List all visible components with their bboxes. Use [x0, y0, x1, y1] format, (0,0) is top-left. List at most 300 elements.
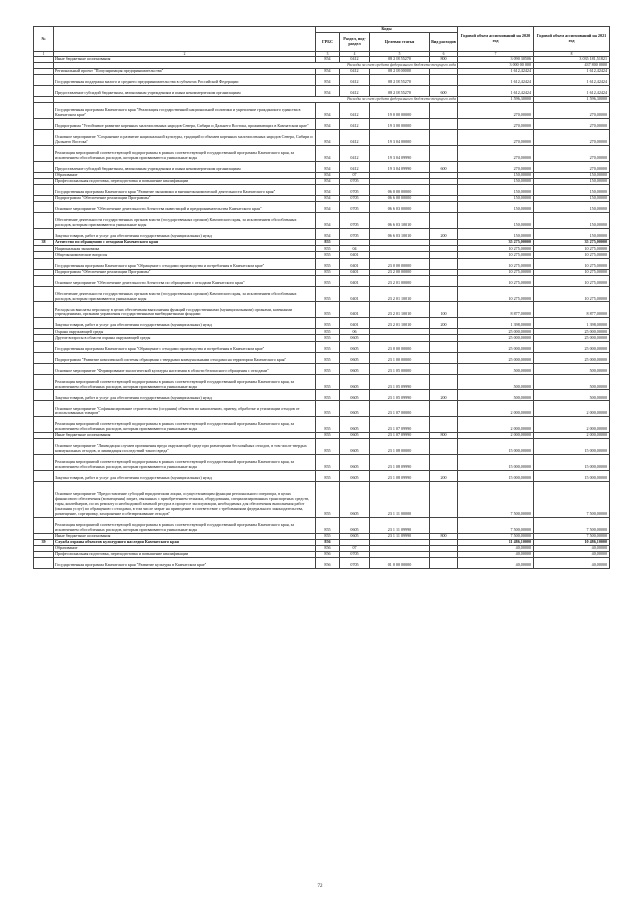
cell-num [34, 471, 54, 482]
cell-name: Агентство по обращению с отходами Камчатского края [54, 240, 316, 246]
cell-sum-2021: 15 000,00000 [534, 455, 610, 471]
cell-csr: 08 2 I8 00000 [370, 69, 430, 75]
cell-csr: 23 2 01 10010 [370, 286, 430, 302]
cell-sum-2020: 500,00000 [458, 363, 534, 374]
cell-sum-2021: 1 612,42424 [534, 86, 610, 97]
cell-grbs: 855 [316, 390, 340, 401]
cell-name: Иные бюджетные ассигнования [54, 433, 316, 439]
cell-csr: 23 0 00 00000 [370, 258, 430, 269]
cell-csr: 23 1 11 09990 [370, 533, 430, 539]
cell-grbs: 854 [316, 213, 340, 229]
cell-name: Реализация мероприятий соответствующей подпрограммы в рамках соответствующей государственной программы Камчатского края, за исключением обособленных расходов, которым присваиваются уникальные коды [54, 417, 316, 433]
cell-grbs: 854 [316, 202, 340, 213]
cell-sum-2020: 270,00000 [458, 130, 534, 146]
cell-sum-2020: 270,00000 [458, 103, 534, 119]
cell-sum-2020: 1 612,42424 [458, 75, 534, 86]
header-razdel: Раздел, под-раздел [340, 33, 370, 52]
cell-razdel: 0605 [340, 335, 370, 341]
cell-name: Предоставление субсидий бюджетным, автономным учреждениям и иным некоммерческим организациям [54, 86, 316, 97]
cell-csr: 23 1 05 09990 [370, 390, 430, 401]
cell-num [34, 162, 54, 173]
cell-razdel: 0605 [340, 352, 370, 363]
cell-grbs: 854 [316, 57, 340, 63]
cell-num: 39 [34, 539, 54, 545]
table-row [34, 229, 610, 240]
cell-csr: 06 6 00 00000 [370, 196, 430, 202]
cell-grbs: 854 [316, 75, 340, 86]
colnum: 3 [316, 52, 340, 57]
cell-grbs: 855 [316, 269, 340, 275]
cell-csr: 23 1 07 00000 [370, 401, 430, 417]
cell-name: Образование [54, 545, 316, 551]
document-page [33, 26, 609, 569]
cell-sum-2021: 150,00000 [534, 179, 610, 185]
cell-num [34, 455, 54, 471]
cell-razdel: 0401 [340, 275, 370, 286]
table-row [34, 130, 610, 146]
cell-sum-2020: 25 000,00000 [458, 329, 534, 335]
cell-num [34, 202, 54, 213]
cell-num [34, 363, 54, 374]
cell-razdel: 0705 [340, 202, 370, 213]
cell-csr: 23 2 00 00000 [370, 269, 430, 275]
cell-sum-2020: 270,00000 [458, 162, 534, 173]
table-row [34, 302, 610, 318]
cell-sum-2020: 8 877,00000 [458, 302, 534, 318]
cell-sum-2021: 10 275,00000 [534, 258, 610, 269]
cell-vr [430, 455, 458, 471]
cell-grbs: 855 [316, 363, 340, 374]
cell-razdel: 0412 [340, 75, 370, 86]
cell-name: Подпрограмма "Обеспечение реализации Программы" [54, 269, 316, 275]
cell-razdel: 0605 [340, 533, 370, 539]
cell-razdel: 0605 [340, 471, 370, 482]
table-row [34, 213, 610, 229]
colnum: 2 [54, 52, 316, 57]
cell-grbs: 855 [316, 318, 340, 329]
colnum: 8 [534, 52, 610, 57]
cell-sum-2021: 270,00000 [534, 103, 610, 119]
cell-name: Государственная программа Камчатского края "Развитие культуры в Камчатском крае" [54, 557, 316, 568]
cell-name: Реализация мероприятий соответствующей подпрограммы в рамках соответствующей государственной программы Камчатского края, за исключением обособленных расходов, которым присваиваются уникальные коды [54, 146, 316, 162]
cell-name: Обеспечение деятельности государственных органов власти (государственных органов) Камчатского края, за исключением обособленных расходов, которым присваиваются уникальные коды [54, 286, 316, 302]
cell-razdel: 0605 [340, 482, 370, 518]
cell-vr: 100 [430, 302, 458, 318]
table-row [34, 162, 610, 173]
cell-sum-2021: 150,00000 [534, 202, 610, 213]
cell-sum-2021: 1 612,42424 [534, 69, 610, 75]
cell-grbs: 855 [316, 246, 340, 252]
cell-sum-2021: 8 877,00000 [534, 302, 610, 318]
cell-sum-2020: 2 000,00000 [458, 417, 534, 433]
cell-csr: 23 0 00 00000 [370, 341, 430, 352]
cell-grbs: 854 [316, 119, 340, 130]
cell-grbs: 855 [316, 252, 340, 258]
cell-sum-2021: 150,00000 [534, 196, 610, 202]
cell-sum-2020: 150,00000 [458, 229, 534, 240]
cell-csr: 08 2 I8 55270 [370, 57, 430, 63]
cell-razdel: 0605 [340, 439, 370, 455]
cell-name: Расходы на выплаты персоналу в целях обеспечения выполнения функций государственными (муниципальными) органами, казенными учреждениями, органами управления государственными внебюджетными фондами [54, 302, 316, 318]
cell-sum-2021: 10 486,10000 [534, 539, 610, 545]
cell-num [34, 517, 54, 533]
cell-name: Подпрограмма "Обеспечение реализации Программы" [54, 196, 316, 202]
cell-vr: 200 [430, 229, 458, 240]
cell-razdel: 0705 [340, 213, 370, 229]
cell-vr: 800 [430, 57, 458, 63]
cell-name: Основное мероприятие "Софинансирование строительства (создания) объектов по накоплению, приему, обработке и утилизации отходов от использованных товаров" [54, 401, 316, 417]
cell-razdel: 0705 [340, 179, 370, 185]
cell-sum-2021: 10 275,00000 [534, 269, 610, 275]
cell-csr: 06 6 03 00000 [370, 202, 430, 213]
cell-grbs: 855 [316, 240, 340, 246]
cell-razdel: 0605 [340, 401, 370, 417]
cell-name: Основное мероприятие "Обеспечение деятельности Агентства по обращению с отходами Камчатского края" [54, 275, 316, 286]
cell-name: Реализация мероприятий соответствующей подпрограммы в рамках соответствующей государственной программы Камчатского края, за исключением обособленных расходов, которым присваиваются уникальные коды [54, 374, 316, 390]
cell-num [34, 390, 54, 401]
cell-vr [430, 185, 458, 196]
cell-vr [430, 119, 458, 130]
cell-sum-2021: 10 275,00000 [534, 286, 610, 302]
cell-grbs: 855 [316, 401, 340, 417]
cell-grbs: 854 [316, 146, 340, 162]
cell-grbs: 855 [316, 533, 340, 539]
cell-name: Охрана окружающей среды [54, 329, 316, 335]
cell-csr: 23 1 08 00000 [370, 439, 430, 455]
cell-grbs: 854 [316, 229, 340, 240]
cell-sum-2020: 150,00000 [458, 179, 534, 185]
cell-num [34, 352, 54, 363]
table-row [34, 455, 610, 471]
cell-num [34, 119, 54, 130]
cell-sum-2020: 3 090 30506 [458, 57, 534, 63]
cell-num [34, 302, 54, 318]
cell-csr: 01 0 00 00000 [370, 557, 430, 568]
cell-vr [430, 146, 458, 162]
colnum: 5 [370, 52, 430, 57]
cell-csr: 23 1 07 09990 [370, 433, 430, 439]
cell-razdel: 0605 [340, 455, 370, 471]
cell-name: Служба охраны объектов культурного наследия Камчатского края [54, 539, 316, 545]
cell-name: Иные бюджетные ассигнования [54, 57, 316, 63]
cell-razdel: 04 [340, 246, 370, 252]
colnum: 6 [430, 52, 458, 57]
cell-num [34, 86, 54, 97]
cell-vr [430, 439, 458, 455]
cell-sum-2020: 10 275,00000 [458, 269, 534, 275]
cell-sum-2020: 1 612,42424 [458, 69, 534, 75]
table-row [34, 363, 610, 374]
table-row [34, 185, 610, 196]
cell-razdel: 0412 [340, 86, 370, 97]
table-row [34, 341, 610, 352]
cell-sum-2020: 7 500,00000 [458, 517, 534, 533]
header-grbs: ГРБС [316, 33, 340, 52]
cell-sum-2021: 40,00000 [534, 551, 610, 557]
cell-sum-2021: 40,00000 [534, 545, 610, 551]
cell-sum-2021: 15 000,00000 [534, 471, 610, 482]
table-body [34, 57, 610, 569]
cell-vr: 600 [430, 86, 458, 97]
cell-csr: 23 2 01 00000 [370, 275, 430, 286]
colnum: 7 [458, 52, 534, 57]
cell-sum-2020: 10 275,00000 [458, 275, 534, 286]
cell-sum-2021: 25 000,00000 [534, 335, 610, 341]
cell-csr: 08 2 I8 55270 [370, 86, 430, 97]
cell-vr [430, 286, 458, 302]
cell-name: Основное мероприятие "Ликвидация случаев причинения вреда окружающей среде при размещении бесхозяйных отходов, в том числе твердых коммунальных отходов, и ликвидация последствий такого вреда" [54, 439, 316, 455]
cell-num [34, 439, 54, 455]
cell-csr: 19 0 00 00000 [370, 103, 430, 119]
cell-vr [430, 213, 458, 229]
cell-sum-2020: 35 275,00000 [458, 240, 534, 246]
cell-vr: 800 [430, 533, 458, 539]
cell-note: Расходы за счет средств федерального бюджета текущего года [54, 63, 458, 69]
cell-vr: 600 [430, 162, 458, 173]
cell-grbs: 855 [316, 439, 340, 455]
cell-name: Закупка товаров, работ и услуг для обеспечения государственных (муниципальных) нужд [54, 390, 316, 401]
cell-vr [430, 275, 458, 286]
cell-name: Основное мероприятие "Формирование экологической культуры населения в области безопасного обращения с отходами" [54, 363, 316, 374]
cell-sum-2021: 10 275,00000 [534, 275, 610, 286]
cell-sum-2020: 11 486,10000 [458, 539, 534, 545]
cell-sum-2021: 270,00000 [534, 119, 610, 130]
table-row [34, 471, 610, 482]
cell-sum-2021: 270,00000 [534, 146, 610, 162]
cell-sum-2021: 1 596,30000 [534, 97, 610, 103]
cell-vr [430, 258, 458, 269]
cell-num [34, 482, 54, 518]
cell-sum-2020: 15 000,00000 [458, 455, 534, 471]
cell-vr [430, 401, 458, 417]
cell-razdel: 0605 [340, 417, 370, 433]
table-row [34, 146, 610, 162]
cell-sum-2020: 150,00000 [458, 173, 534, 179]
budget-table [33, 26, 610, 569]
cell-razdel: 07 [340, 545, 370, 551]
cell-sum-2021: 150,00000 [534, 213, 610, 229]
cell-sum-2021: 7 500,00000 [534, 517, 610, 533]
cell-sum-2020: 25 000,00000 [458, 335, 534, 341]
cell-num [34, 75, 54, 86]
cell-name: Подпрограмма "Устойчивое развитие коренных малочисленных народов Севера, Сибири и Дальнего Востока, проживающих в Камчатском крае" [54, 119, 316, 130]
cell-name: Закупка товаров, работ и услуг для обеспечения государственных (муниципальных) нужд [54, 318, 316, 329]
table-row [34, 286, 610, 302]
cell-sum-2021: 500,00000 [534, 374, 610, 390]
cell-name: Закупка товаров, работ и услуг для обеспечения государственных (муниципальных) нужд [54, 229, 316, 240]
cell-razdel: 0605 [340, 374, 370, 390]
cell-csr: 23 1 11 00000 [370, 482, 430, 518]
cell-sum-2021: 1 612,42424 [534, 75, 610, 86]
cell-grbs: 855 [316, 517, 340, 533]
cell-sum-2021: 2 000,00000 [534, 401, 610, 417]
cell-vr: 200 [430, 318, 458, 329]
cell-sum-2021: 150,00000 [534, 173, 610, 179]
cell-sum-2021: 2 000,00000 [534, 417, 610, 433]
cell-grbs: 854 [316, 185, 340, 196]
cell-vr [430, 75, 458, 86]
cell-csr: 23 1 08 09990 [370, 455, 430, 471]
cell-grbs: 854 [316, 179, 340, 185]
cell-sum-2020: 40,00000 [458, 557, 534, 568]
cell-razdel: 0705 [340, 196, 370, 202]
cell-csr: 19 3 00 00000 [370, 119, 430, 130]
cell-sum-2021: 150,00000 [534, 229, 610, 240]
cell-num [34, 185, 54, 196]
cell-razdel: 0605 [340, 390, 370, 401]
cell-sum-2020: 3 000 00 000 [458, 63, 534, 69]
table-row [34, 275, 610, 286]
cell-sum-2021: 15 000,00000 [534, 439, 610, 455]
cell-grbs: 855 [316, 302, 340, 318]
cell-sum-2020: 150,00000 [458, 185, 534, 196]
cell-sum-2021: 7 500,00000 [534, 533, 610, 539]
cell-name: Основное мероприятие "Предоставление субсидий юридическим лицам, осуществляющим функции регионального оператора, в целях финансового обеспечения (возмещения) затрат, связанных с приобретением техники, оборудования, специализированных транспортных средств, тары, контейнеров, по их ремонту и необходимой заменой ресурса в процессе эксплуатации, необходимых для обеспечения выполнения работ (оказания услуг) по обращению с отходами, в том числе затрат на приведение в соответствие с требованиями федерального законодательства, размещение, сортировку, захоронение и обезвреживание отходов" [54, 482, 316, 518]
cell-grbs: 855 [316, 329, 340, 335]
cell-vr: 200 [430, 471, 458, 482]
cell-name: Предоставление субсидий бюджетным, автономным учреждениям и иным некоммерческим организациям [54, 162, 316, 173]
cell-sum-2020: 10 275,00000 [458, 246, 534, 252]
cell-vr [430, 352, 458, 363]
colnum: 1 [34, 52, 54, 57]
cell-sum-2020: 1 398,00000 [458, 318, 534, 329]
cell-vr [430, 130, 458, 146]
cell-razdel: 0401 [340, 318, 370, 329]
cell-vr [430, 557, 458, 568]
cell-sum-2020: 7 500,00000 [458, 482, 534, 518]
cell-razdel: 0401 [340, 252, 370, 258]
cell-num [34, 417, 54, 433]
cell-razdel: 0412 [340, 130, 370, 146]
table-row [34, 75, 610, 86]
cell-name: Государственная программа Камчатского края "Обращение с отходами производства и потребления в Камчатском крае" [54, 341, 316, 352]
cell-razdel: 0605 [340, 363, 370, 374]
cell-sum-2020: 10 275,00000 [458, 252, 534, 258]
cell-sum-2021: 35 275,00000 [534, 240, 610, 246]
cell-vr [430, 374, 458, 390]
cell-razdel: 0412 [340, 119, 370, 130]
table-row [34, 258, 610, 269]
cell-sum-2020: 150,00000 [458, 202, 534, 213]
cell-num [34, 258, 54, 269]
cell-grbs: 856 [316, 539, 340, 545]
cell-grbs: 854 [316, 162, 340, 173]
cell-csr: 23 1 05 00000 [370, 363, 430, 374]
header-sum-2021: Годовой объем ассигнований на 2021 год [534, 27, 610, 52]
cell-razdel: 0705 [340, 557, 370, 568]
cell-grbs: 856 [316, 551, 340, 557]
cell-grbs: 855 [316, 482, 340, 518]
cell-sum-2021: 7 500,00000 [534, 482, 610, 518]
header-csr: Целевая статья [370, 33, 430, 52]
table-row [34, 482, 610, 518]
cell-grbs: 855 [316, 417, 340, 433]
header-vr: Вид расходов [430, 33, 458, 52]
table-row [34, 352, 610, 363]
table-row [34, 517, 610, 533]
cell-csr: 19 3 04 09990 [370, 146, 430, 162]
cell-razdel: 0401 [340, 302, 370, 318]
cell-grbs: 854 [316, 86, 340, 97]
cell-grbs: 856 [316, 545, 340, 551]
cell-name: Закупка товаров, работ и услуг для обеспечения государственных (муниципальных) нужд [54, 471, 316, 482]
cell-sum-2020: 150,00000 [458, 196, 534, 202]
table-row [34, 86, 610, 97]
cell-sum-2020: 10 275,00000 [458, 258, 534, 269]
cell-num [34, 401, 54, 417]
cell-sum-2021: 1 398,00000 [534, 318, 610, 329]
cell-sum-2020: 25 000,00000 [458, 341, 534, 352]
header-num: № [34, 27, 54, 52]
cell-csr: 06 6 03 10010 [370, 229, 430, 240]
cell-razdel: 0605 [340, 517, 370, 533]
cell-vr: 800 [430, 433, 458, 439]
cell-csr: 23 1 08 09990 [370, 471, 430, 482]
cell-grbs: 856 [316, 557, 340, 568]
cell-razdel: 0412 [340, 146, 370, 162]
cell-grbs: 855 [316, 286, 340, 302]
cell-vr [430, 341, 458, 352]
cell-name: Основное мероприятие "Обеспечение деятельности Агентства инвестиций и предпринимательства Камчатского края" [54, 202, 316, 213]
cell-num [34, 374, 54, 390]
cell-sum-2021: 500,00000 [534, 363, 610, 374]
cell-sum-2021: 25 000,00000 [534, 329, 610, 335]
cell-sum-2021: 10 275,00000 [534, 252, 610, 258]
cell-csr: 06 0 00 00000 [370, 185, 430, 196]
cell-num [34, 286, 54, 302]
cell-name: Образование [54, 173, 316, 179]
cell-num [34, 146, 54, 162]
table-row [34, 557, 610, 568]
table-row [34, 119, 610, 130]
cell-sum-2020: 1 612,42424 [458, 86, 534, 97]
cell-sum-2020: 7 500,00000 [458, 533, 534, 539]
colnum: 4 [340, 52, 370, 57]
cell-sum-2021: 437 800 0000 [534, 63, 610, 69]
cell-grbs: 855 [316, 433, 340, 439]
cell-razdel: 07 [340, 173, 370, 179]
cell-num [34, 341, 54, 352]
cell-sum-2021: 270,00000 [534, 130, 610, 146]
cell-razdel: 0401 [340, 258, 370, 269]
cell-name: Региональный проект "Популяризация предпринимательства" [54, 69, 316, 75]
cell-sum-2021: 40,00000 [534, 557, 610, 568]
cell-vr: 200 [430, 390, 458, 401]
cell-sum-2020: 270,00000 [458, 119, 534, 130]
cell-name: Государственная программа Камчатского края "Обращение с отходами производства и потребления в Камчатском крае" [54, 258, 316, 269]
cell-sum-2020: 150,00000 [458, 213, 534, 229]
cell-sum-2020: 40,00000 [458, 545, 534, 551]
cell-razdel: 0705 [340, 229, 370, 240]
cell-csr: 19 3 04 09990 [370, 162, 430, 173]
table-row [34, 374, 610, 390]
cell-csr: 06 6 03 10010 [370, 213, 430, 229]
cell-vr [430, 202, 458, 213]
table-row [34, 401, 610, 417]
cell-csr: 23 1 00 00000 [370, 352, 430, 363]
cell-grbs: 855 [316, 275, 340, 286]
cell-vr [430, 517, 458, 533]
cell-razdel: 0605 [340, 341, 370, 352]
cell-grbs: 855 [316, 471, 340, 482]
cell-sum-2021: 10 275,00000 [534, 246, 610, 252]
cell-razdel: 0705 [340, 185, 370, 196]
cell-grbs: 855 [316, 374, 340, 390]
cell-name: Профессиональная подготовка, переподготовка и повышение квалификации [54, 551, 316, 557]
cell-sum-2020: 10 275,00000 [458, 286, 534, 302]
cell-name: Государственная поддержка малого и среднего предпринимательства в субъектах Российской Федерации [54, 75, 316, 86]
cell-name: Государственная программа Камчатского края "Развитие экономики и внешнеэкономической деятельности Камчатского края" [54, 185, 316, 196]
